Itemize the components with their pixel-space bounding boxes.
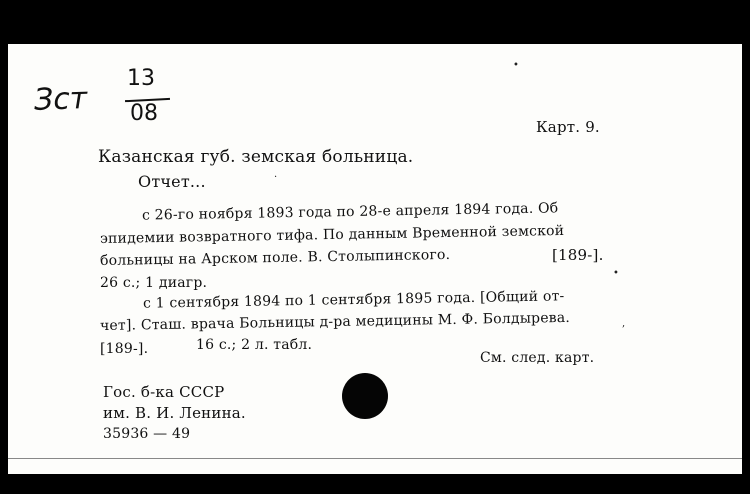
entry-line-3: больницы на Арском поле. В. Столыпинского. [99, 246, 451, 270]
card-number: Карт. 9. [536, 118, 600, 136]
speck: • [613, 268, 619, 279]
library-line-2: им. В. И. Ленина. [103, 404, 246, 422]
library-line-3: 35936 — 49 [103, 426, 191, 442]
card-bottom-rule [8, 458, 742, 459]
library-line-1: Гос. б-ка СССР [103, 383, 225, 401]
speck: , [622, 318, 626, 329]
handwritten-numerator: 13 [127, 66, 155, 91]
entry-line-6: чет]. Сташ. врача Больницы д-ра медицины М. Ф. Болдырева. [99, 309, 571, 335]
speck: • [513, 60, 519, 71]
see-next-card: См. след. карт. [480, 350, 595, 366]
entry-line-2: эпидемии возвратного тифа. По данным Временной земской [99, 222, 565, 248]
card-title: Казанская губ. земская больница. [98, 147, 414, 167]
entry-line-3-date: [189-]. [552, 246, 604, 264]
entry-line-5: с 1 сентября 1894 по 1 сентября 1895 года. [Общий от- [142, 288, 565, 312]
entry-line-1: с 26-го ноября 1893 года по 28-е апреля 1894 года. Об [141, 200, 559, 224]
handwritten-denominator: 08 [130, 101, 158, 126]
speck: · [274, 172, 278, 183]
punch-hole [342, 373, 388, 419]
handwritten-prefix: Зст [33, 81, 88, 118]
card-subtitle: Отчет... [138, 172, 206, 191]
entry-line-4: 26 с.; 1 диагр. [100, 275, 208, 291]
entry-line-7-date: [189-]. [100, 341, 149, 357]
entry-line-7: 16 с.; 2 л. табл. [196, 337, 313, 353]
